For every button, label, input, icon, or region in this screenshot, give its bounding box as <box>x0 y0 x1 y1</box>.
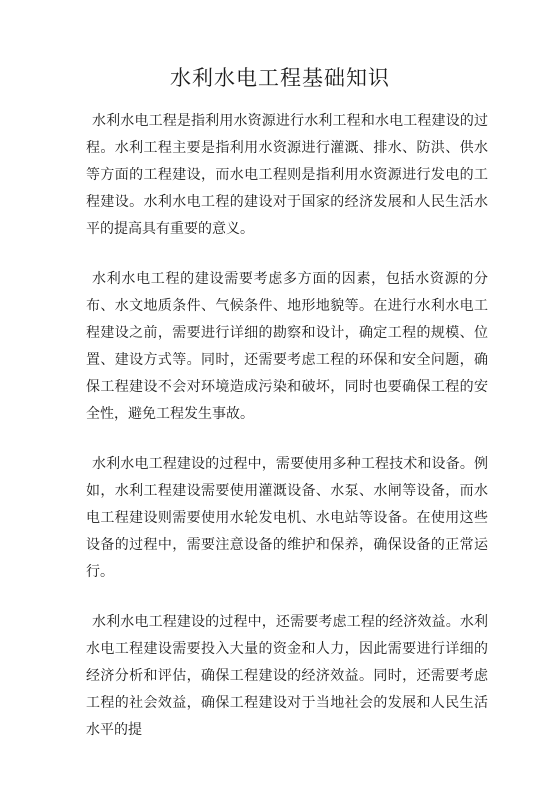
document-title: 水利水电工程基础知识 <box>170 66 390 90</box>
paragraph-4: 水利水电工程建设的过程中，还需要考虑工程的经济效益。水利水电工程建设需要投入大量的资金和人力，因此需要进行详细的经济分析和评估，确保工程建设的经济效益。同时，还需要考虑工程的社会效益，确保工程建设对于当地社会的发展和人民生活水平的提 <box>86 614 488 738</box>
paragraph-3: 水利水电工程建设的过程中，需要使用多种工程技术和设备。例如，水利工程建设需要使用灌溉设备、水泵、水闸等设备，而水电工程建设则需要使用水轮发电机、水电站等设备。在使用这些设备的过程中，需要注意设备的维护和保养，确保设备的正常运行。 <box>86 456 488 580</box>
paragraph-2: 水利水电工程的建设需要考虑多方面的因素，包括水资源的分布、水文地质条件、气候条件、地形地貌等。在进行水利水电工程建设之前，需要进行详细的勘察和设计，确定工程的规模、位置、建设方式等。同时，还需要考虑工程的环保和安全问题，确保工程建设不会对环境造成污染和破坏，同时也要确保工程的安全性，避免工程发生事故。 <box>86 271 488 422</box>
document-body <box>86 108 488 744</box>
paragraph-1: 水利水电工程是指利用水资源进行水利工程和水电工程建设的过程。水利工程主要是指利用水资源进行灌溉、排水、防洪、供水等方面的工程建设，而水电工程则是指利用水资源进行发电的工程建设。水利水电工程的建设对于国家的经济发展和人民生活水平的提高具有重要的意义。 <box>86 113 488 237</box>
